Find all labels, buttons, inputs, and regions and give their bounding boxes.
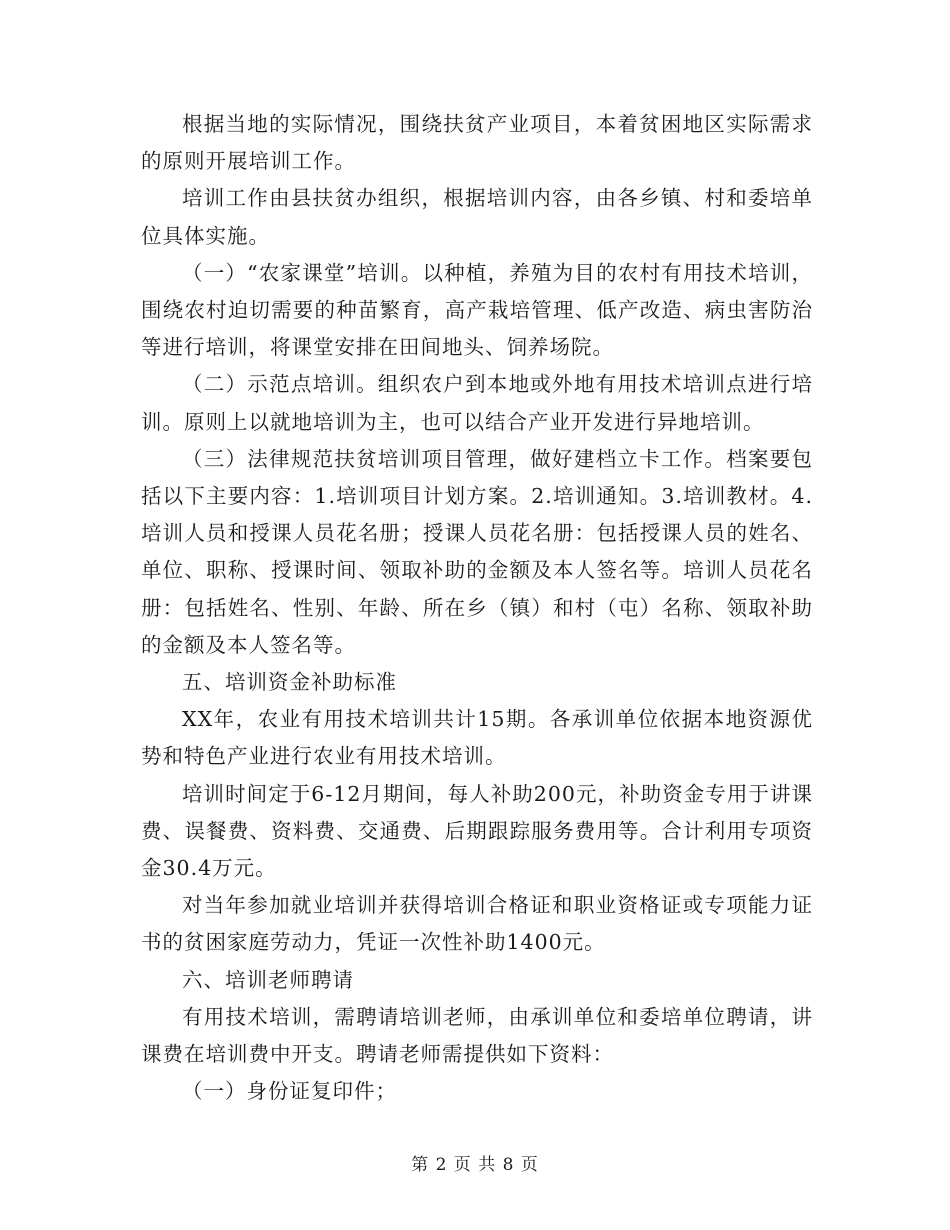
paragraph: XX年，农业有用技术培训共计15期。各承训单位依据本地资源优势和特色产业进行农业有用技术培训。 [141,707,813,769]
section-heading: 五、培训资金补助标准 [182,670,397,695]
paragraph: （一）“农家课堂”培训。以种植，养殖为目的农村有用技术培训，围绕农村迫切需要的种苗繁育，高产栽培管理、低产改造、病虫害防治等进行培训，将课堂安排在田间地头、饲养场院。 [141,260,813,360]
paragraph: （三）法律规范扶贫培训项目管理，做好建档立卡工作。档案要包括以下主要内容：1.培训项目计划方案。2.培训通知。3.培训教材。4.培训人员和授课人员花名册；授课人员花名册：包括授课人员的姓名、单位、职称、授课时间、领取补助的金额及本人签名等。培训人员花名册：包括姓名、性别、年龄、所在乡（镇）和村（屯）名称、领取补助的金额及本人签名等。 [141,446,813,657]
section-heading: 六、培训老师聘请 [182,967,354,992]
paragraph: （一）身份证复印件； [182,1079,397,1104]
document-body [141,106,813,1110]
paragraph: （二）示范点培训。组织农户到本地或外地有用技术培训点进行培训。原则上以就地培训为主，也可以结合产业开发进行异地培训。 [141,372,813,434]
paragraph: 对当年参加就业培训并获得培训合格证和职业资格证或专项能力证书的贫困家庭劳动力，凭证一次性补助1400元。 [141,893,813,955]
page-number-footer: 第 2 页 共 8 页 [411,1155,539,1175]
paragraph: 根据当地的实际情况，围绕扶贫产业项目，本着贫困地区实际需求的原则开展培训工作。 [141,112,813,174]
paragraph: 培训工作由县扶贫办组织，根据培训内容，由各乡镇、村和委培单位具体实施。 [141,186,813,248]
paragraph: 有用技术培训，需聘请培训老师，由承训单位和委培单位聘请，讲课费在培训费中开支。聘请老师需提供如下资料： [141,1004,813,1067]
paragraph: 培训时间定于6-12月期间，每人补助200元，补助资金专用于讲课费、误餐费、资料费、交通费、后期跟踪服务费用等。合计利用专项资金30.4万元。 [141,781,813,881]
